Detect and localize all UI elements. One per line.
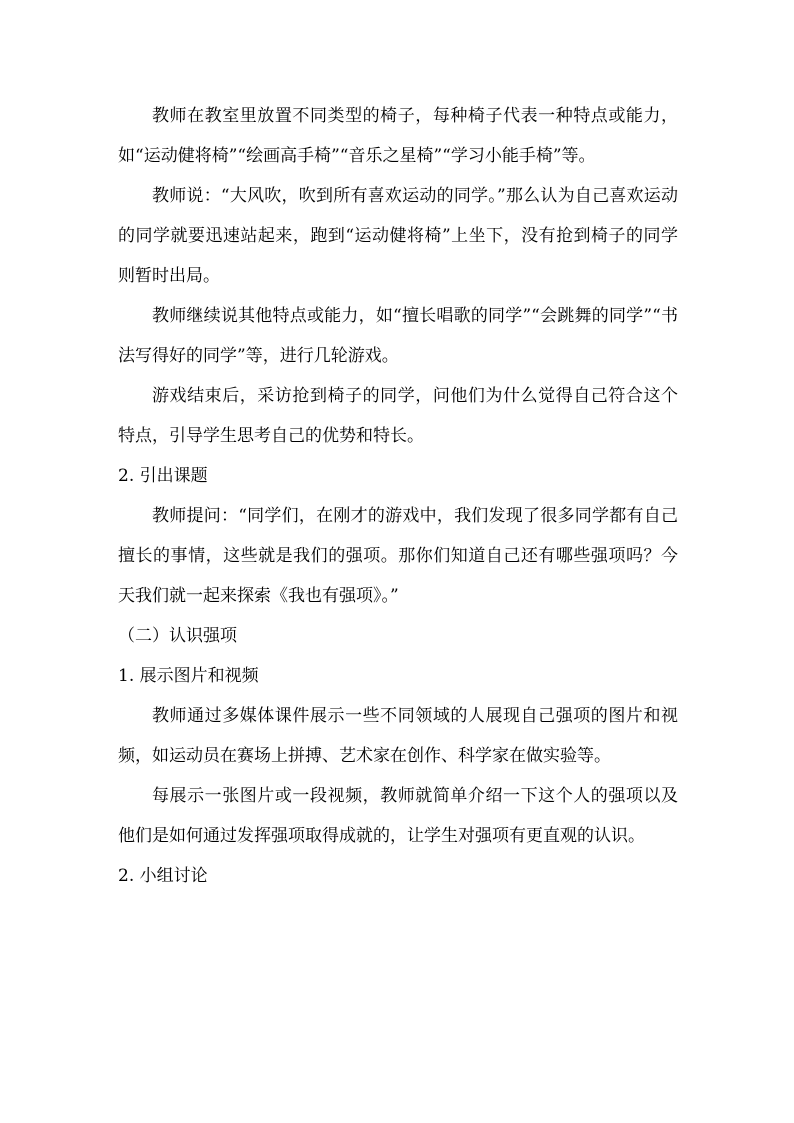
document-body (118, 96, 678, 896)
paragraph-teacher-question: 教师提问：“同学们，在刚才的游戏中，我们发现了很多同学都有自己擅长的事情，这些就是我们的强项。那你们知道自己还有哪些强项吗？今天我们就一起来探索《我也有强项》。” (118, 506, 678, 606)
paragraph-chair-setup: 教师在教室里放置不同类型的椅子，每种椅子代表一种特点或能力，如“运动健将椅”“绘画高手椅”“音乐之星椅”“学习小能手椅”等。 (118, 106, 678, 166)
paragraph-more-rounds: 教师继续说其他特点或能力，如“擅长唱歌的同学”“会跳舞的同学”“书法写得好的同学”等，进行几轮游戏。 (118, 306, 678, 366)
paragraph-introduce-each: 每展示一张图片或一段视频，教师就简单介绍一下这个人的强项以及他们是如何通过发挥强项取得成就的，让学生对强项有更直观的认识。 (118, 786, 678, 846)
section-heading-know-strengths: （二）认识强项 (118, 626, 237, 646)
paragraph-big-wind-game: 教师说：“大风吹，吹到所有喜欢运动的同学。”那么认为自己喜欢运动的同学就要迅速站起来，跑到“运动健将椅”上坐下，没有抢到椅子的同学则暂时出局。 (118, 186, 678, 286)
paragraph-multimedia: 教师通过多媒体课件展示一些不同领域的人展现自己强项的图片和视频，如运动员在赛场上拼搏、艺术家在创作、科学家在做实验等。 (118, 706, 678, 766)
heading-show-media: 1. 展示图片和视频 (118, 666, 259, 686)
paragraph-interview: 游戏结束后，采访抢到椅子的同学，问他们为什么觉得自己符合这个特点，引导学生思考自己的优势和特长。 (118, 386, 678, 446)
heading-group-discussion: 2. 小组讨论 (118, 866, 208, 886)
heading-introduce-topic: 2. 引出课题 (118, 466, 208, 486)
